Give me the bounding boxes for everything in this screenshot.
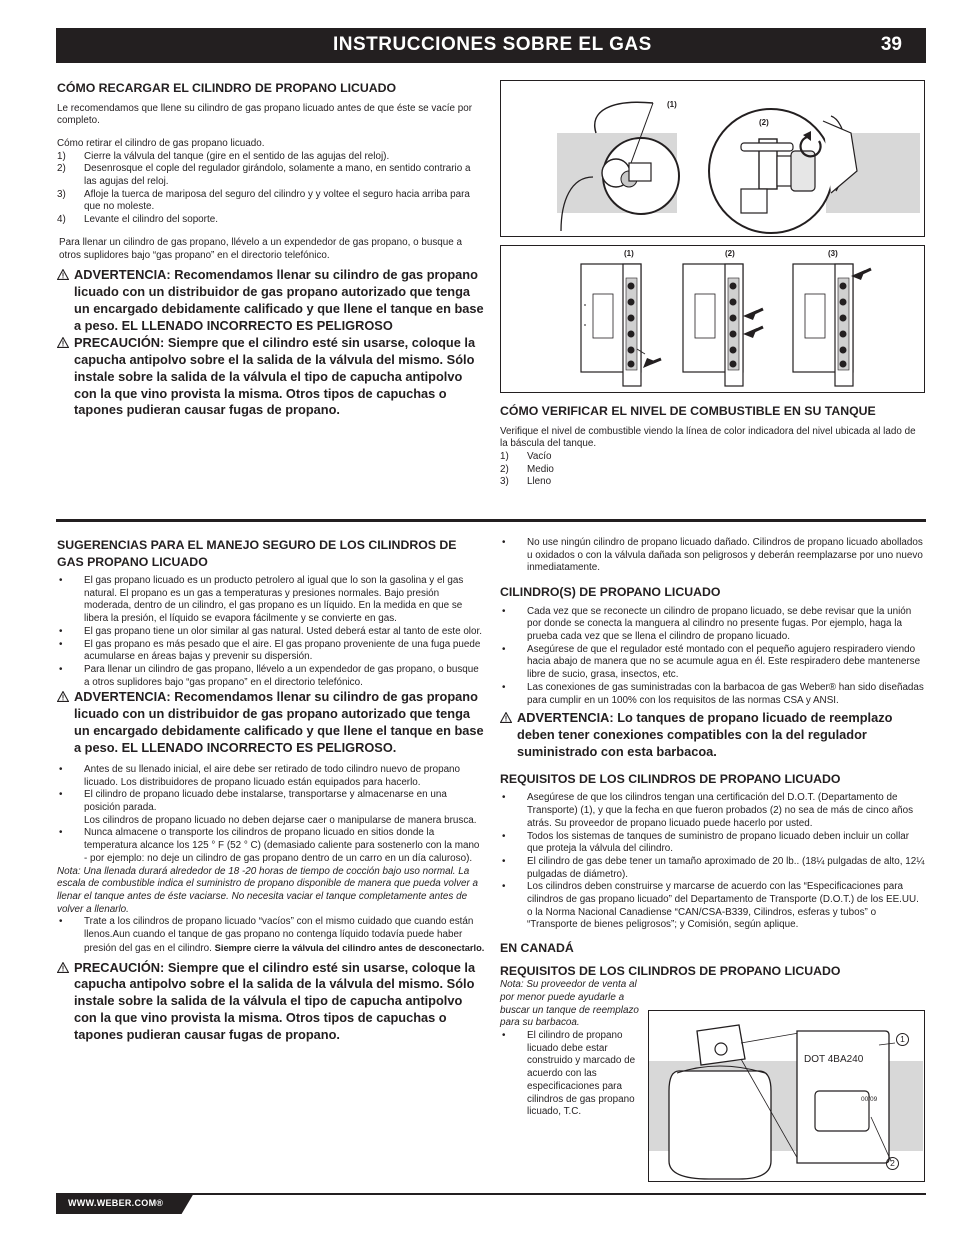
- list-item: • Todos los sistemas de tanques de suministro de propano licuado deben incluir un collar que proteja la válvula del cilindro.: [500, 831, 925, 856]
- list-item: • Asegúrese de que el regulador esté montado con el pequeño agujero respiradero viendo hacia abajo de manera que no se acumule agua en él. Este respiradero debe mantenerse libre de sucio, grasa, insectos, etc.: [500, 644, 925, 682]
- list-item: 1) Vacío: [500, 450, 552, 462]
- list-item: • El gas propano es más pesado que el aire. El gas propano proveniente de una fuga puede acumularse en áreas bajas y prevenir su dispersión.: [57, 639, 485, 664]
- steps-list: [57, 151, 485, 227]
- figure-label: (1): [667, 100, 677, 109]
- list-item: 3) Afloje la tuerca de mariposa del seguro del cilindro y y voltee el seguro hacia arriba para que no moleste.: [57, 188, 470, 213]
- list-item: • Cada vez que se reconecte un cilindro de propano licuado, se debe revisar que la unión por donde se conecta la manguera al cilindro no presente fugas. Por ejemplo, haga la prueba cada vez que se llena el cilindro de propano licuado.: [500, 606, 925, 644]
- figure-label: (2): [725, 249, 735, 258]
- figure-dot-cylinder: [648, 1010, 925, 1182]
- warning-icon: [57, 691, 69, 702]
- bullet-list: [500, 537, 925, 575]
- intro-text: Le recomendamos que llene su cilindro de gas propano licuado antes de que éste se vacíe por completo.: [57, 102, 473, 127]
- list-item: • Para llenar un cilindro de gas propano, llévelo a un expendedor de gas propano, o busque a otros suplidores bajo “gas propano” en el directorio telefónico.: [57, 664, 485, 689]
- warning-icon: [57, 269, 69, 280]
- section-recharge-cylinder: [57, 80, 485, 419]
- page-number: 39: [880, 34, 902, 55]
- section-heading: REQUISITOS DE LOS CILINDROS DE PROPANO LICUADO: [500, 963, 841, 978]
- fuel-level-text: Verifique el nivel de combustible viendo la línea de color indicadora del nivel ubicada al lado de la báscula del tanque.: [500, 425, 916, 450]
- warning-icon: [57, 962, 69, 973]
- section-heading: REQUISITOS DE LOS CILINDROS DE PROPANO LICUADO: [500, 771, 841, 786]
- note-text: Nota: Una llenada durará alrededor de 18 -20 horas de tiempo de cocción bajo uso normal. La escala de combustible indica el suministro de propano disponible de manera que pueda volver a llenar el tanque antes de éste vaciarse. No necesita vaciar el tanque completamente antes de volver a llenarlo.: [57, 865, 479, 915]
- warning-icon: [57, 337, 69, 348]
- callout-1: 1: [896, 1033, 909, 1046]
- list-item: • El gas propano tiene un olor similar al gas natural. Usted deberá estar al tanto de este olor.: [57, 626, 485, 639]
- warning-block: ADVERTENCIA: Recomendamos llenar su cilindro de gas propano licuado con un distribuidor de gas propano autorizado que tenga un encargado debidamente calificado y que llene el tanque en base a peso. EL LLENADO INCORRECTO ES PELIGROSO: [57, 267, 485, 335]
- figure-fuel-gauge: [500, 245, 925, 393]
- list-item: 2) Medio: [500, 463, 554, 475]
- list-item: • El cilindro de propano licuado debe estar construido y marcado de acuerdo con las especificaciones para cilindros de gas propano licuado, T.C.: [500, 1030, 640, 1119]
- page-title: INSTRUCCIONES SOBRE EL GAS: [333, 34, 652, 55]
- list-item: • El cilindro de propano licuado debe instalarse, transportarse y almacenarse en una posición parada. Los cilindros de propano licuado no deben dejarse caer o manipularse de manera brusca.: [57, 789, 485, 827]
- section-fuel-level: [500, 403, 925, 489]
- caution-block: PRECAUCIÓN: Siempre que el cilindro esté sin usarse, coloque la capucha antipolvo sobre el la salida de la válvula del mismo. Sólo instale sobre la salida de la válvula el tipo de capucha antipolvo con la que vino provista la misma. Otros tipos de capuchas o tapones pudieran causar fugas de propano.: [57, 335, 485, 420]
- bullet-list: [500, 792, 925, 932]
- caution-block: PRECAUCIÓN: Siempre que el cilindro esté sin usarse, coloque la capucha antipolvo sobre el la salida de la válvula del mismo. Sólo instale sobre la salida de la válvula el tipo de capucha antipolvo con la que vino provista la misma. Otros tipos de capuchas o tapones pudieran causar fugas de propano.: [57, 960, 485, 1045]
- footer-url[interactable]: WWW.WEBER.COM®: [68, 1198, 164, 1208]
- list-item: • Asegúrese de que los cilindros tengan una certificación del D.O.T. (Departamento de Transporte) (1), y que la fecha en que fueron probados (2) no sea de más de cinco años atrás. Su proveedor de propano licuado puede hacerlo por usted.: [500, 792, 925, 830]
- callout-2: 2: [886, 1157, 899, 1170]
- cylinder-valve-illustration: [501, 81, 923, 235]
- list-item: • Las conexiones de gas suministradas con la barbacoa de gas Weber® han sido diseñadas para cumplir en un 100% con los requisitos de las normas CSA y ANSI.: [500, 682, 925, 707]
- figure-cylinder-valve: [500, 80, 925, 237]
- bullet-list: [57, 575, 485, 689]
- list-item: • El cilindro de gas debe tener un tamaño aproximado de 20 lb.. (18¼ pulgadas de alto, 12¼ pulgadas de diámetro).: [500, 856, 925, 881]
- section-heading: CÓMO RECARGAR EL CILINDRO DE PROPANO LICUADO: [57, 81, 397, 95]
- bullet-list: [57, 916, 485, 955]
- section-divider: [56, 519, 926, 522]
- list-item: • Trate a los cilindros de propano licuado “vacíos” con el mismo cuidado que cuando están llenos.Aun cuando el tanque de gas propano no contenga líquido todavía puede haber presión del gas en el cilindro. Siempre cierre la válvula del cilindro antes de desconectarlo.: [57, 916, 485, 955]
- warning-block: ADVERTENCIA: Recomendamos llenar su cilindro de gas propano licuado con un distribuidor de gas propano autorizado que tenga un encargado debidamente calificado y que llene el tanque en base a peso. EL LLENADO INCORRECTO ES PELIGROSO.: [57, 689, 485, 757]
- section-heading: CÓMO VERIFICAR EL NIVEL DE COMBUSTIBLE EN SU TANQUE: [500, 404, 876, 418]
- bullet-list: [500, 606, 925, 708]
- date-label: 00/09: [861, 1096, 878, 1103]
- list-item: • No use ningún cilindro de propano licuado dañado. Cilindros de propano licuado abollados u oxidados o con la válvula dañada son peligrosos y deberán reemplazarse por uno nuevo inmediatamente.: [500, 537, 925, 575]
- list-item: • Antes de su llenado inicial, el aire debe ser retirado de todo cilindro nuevo de propano licuado. Los distribuidores de propano licuado están equipados para hacerlo.: [57, 764, 485, 789]
- list-item: • El gas propano licuado es un producto petrolero al igual que lo son la gasolina y el gas natural. El propano es un gas a temperaturas y presiones normales. Bajo presión moderada, dentro de un cilindro, el gas propano es un líquido. En la medida en que se libera la presión, el líquido se evapora fácilmente y se convierte en gas.: [57, 575, 485, 626]
- list-item: 3) Lleno: [500, 476, 552, 488]
- bullet-list: [57, 764, 485, 866]
- fuel-gauge-illustration: [501, 246, 923, 391]
- level-list: [500, 451, 925, 489]
- figure-label: (3): [828, 249, 838, 258]
- list-item: • Los cilindros deben construirse y marcarse de acuerdo con las “Especificaciones para cilindros de gas propano licuado” del Departamento de Transporte (D.O.T.) de los EE.UU. o la Norma Nacional Canadiense “CAN/CSA-B339, Cilindros, esferas y tubos” o “Transporte de bienes peligrosos”; y Comisión, según aplique.: [500, 881, 925, 932]
- list-item: • Nunca almacene o transporte los cilindros de propano licuado en sitios donde la temperatura alcance los 125 ° F (52 ° C) (demasiado caliente para sostenerlo con la mano - por ejemplo: no deje un cilindro de gas propano dentro de un carro en un día caluroso).: [57, 827, 485, 865]
- fill-text: Para llenar un cilindro de gas propano, llévelo a un expendedor de gas propano, o busque a otros suplidores bajo “gas propano” en el directorio telefónico.: [59, 236, 462, 261]
- section-safe-handling: [57, 537, 485, 1044]
- steps-intro: Cómo retirar el cilindro de gas propano licuado.: [57, 137, 265, 149]
- list-item: 4) Levante el cilindro del soporte.: [57, 214, 218, 226]
- list-item: 1) Cierre la válvula del tanque (gire en el sentido de las agujas del reloj).: [57, 150, 390, 162]
- note-text: Nota: Su proveedor de venta al por menor puede ayudarle a buscar un tanque de reemplazo para su barbacoa.: [500, 979, 639, 1029]
- section-heading: SUGERENCIAS PARA EL MANEJO SEGURO DE LOS CILINDROS DE GAS PROPANO LICUADO: [57, 538, 457, 569]
- bullet-list: [500, 1030, 640, 1119]
- warning-block: ADVERTENCIA: Lo tanques de propano licuado de reemplazo deben tener conexiones compatibles con la del regulador suministrado con esta barbacoa.: [500, 710, 925, 761]
- section-heading: EN CANADÁ: [500, 941, 574, 956]
- page-header: [56, 28, 926, 63]
- list-item: 2) Desenrosque el cople del regulador girándolo, solamente a mano, en sentido contrario a las agujas del reloj.: [57, 163, 471, 188]
- figure-label: (2): [759, 118, 769, 127]
- section-heading: CILINDRO(S) DE PROPANO LICUADO: [500, 585, 721, 600]
- dot-cylinder-illustration: [649, 1011, 923, 1180]
- dot-label: DOT 4BA240: [804, 1054, 864, 1065]
- figure-label: (1): [624, 249, 634, 258]
- warning-icon: [500, 712, 512, 723]
